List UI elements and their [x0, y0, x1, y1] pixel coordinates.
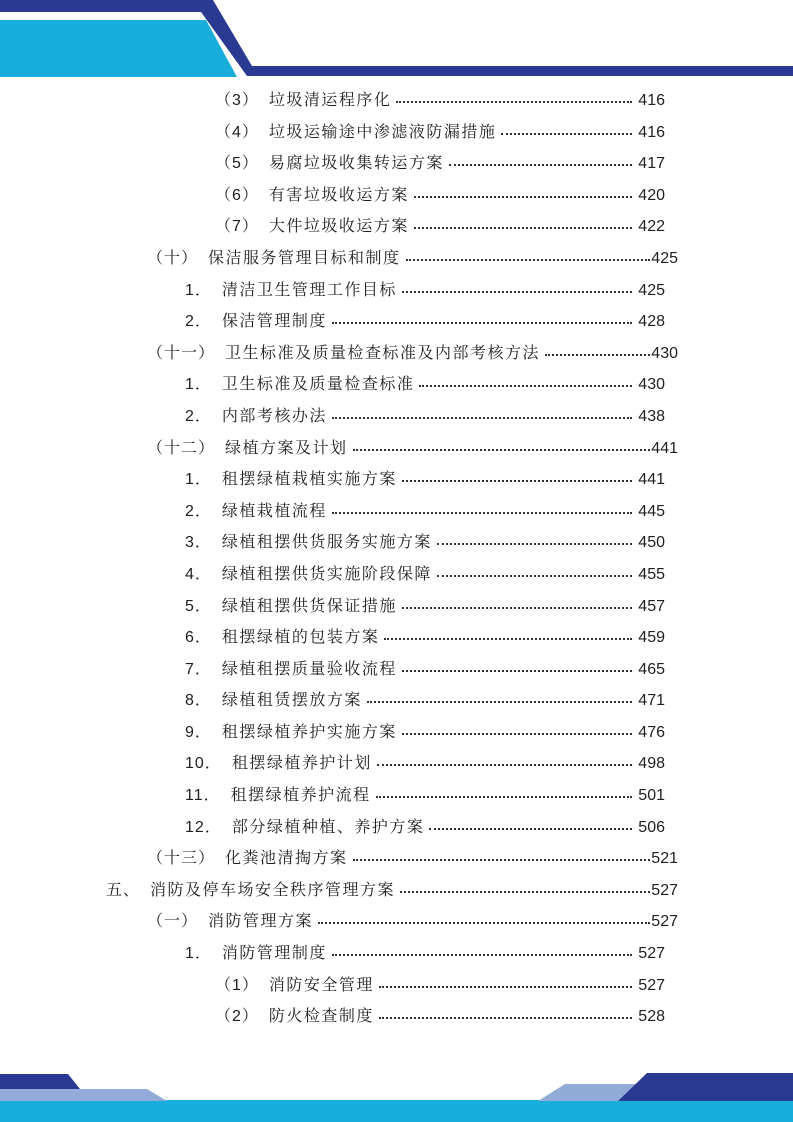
toc-entry-title: 消防管理方案: [208, 913, 314, 931]
toc-dotted-leader: [402, 607, 632, 609]
toc-entry-page-number: 521: [651, 850, 678, 868]
toc-entry-page-number: 501: [638, 787, 665, 805]
toc-entry-page-number: 476: [638, 723, 665, 741]
toc-dotted-leader: [545, 354, 650, 356]
footer-left-dark-shape: [0, 1074, 80, 1089]
toc-entry-label: 1．: [185, 945, 212, 963]
toc-entry-page-number: 422: [638, 218, 665, 236]
toc-entry-page-number: 527: [638, 945, 665, 963]
toc-entry: [0, 401, 678, 433]
toc-dotted-leader: [332, 954, 632, 956]
toc-entry: [0, 275, 678, 307]
toc-entry-title: 消防及停车场安全秩序管理方案: [150, 881, 396, 899]
toc-entry: [0, 180, 678, 212]
toc-entry: [0, 243, 678, 275]
toc-entry-title: 租摆绿植栽植实施方案: [221, 471, 397, 489]
footer-right-dark-shape: [618, 1073, 793, 1101]
toc-entry-page-number: 430: [651, 344, 678, 362]
toc-entry: [0, 843, 678, 875]
toc-entry-title: 租摆绿植的包装方案: [221, 629, 380, 647]
toc-entry-label: （4）: [215, 123, 259, 141]
toc-entry-page-number: 445: [638, 502, 665, 520]
toc-entry: [0, 117, 678, 149]
toc-dotted-leader: [437, 543, 632, 545]
toc-entry-title: 绿植租摆供货实施阶段保障: [221, 565, 432, 583]
toc-entry-page-number: 465: [638, 660, 665, 678]
table-of-contents: [0, 85, 678, 1033]
toc-entry-label: 2．: [185, 407, 212, 425]
toc-entry: [0, 622, 678, 654]
toc-entry-page-number: 425: [651, 249, 678, 267]
toc-entry-label: （3）: [215, 92, 259, 109]
toc-dotted-leader: [318, 922, 650, 924]
toc-entry-label: （十）: [147, 249, 199, 267]
toc-entry-page-number: 450: [638, 534, 665, 552]
toc-entry: [0, 938, 678, 970]
toc-entry: [0, 748, 678, 780]
toc-entry-title: 有害垃圾收运方案: [268, 186, 409, 204]
toc-entry-label: （十二）: [147, 439, 216, 457]
toc-entry: [0, 306, 678, 338]
toc-dotted-leader: [353, 449, 651, 451]
toc-dotted-leader: [429, 828, 632, 830]
toc-dotted-leader: [332, 417, 632, 419]
toc-entry-title: 卫生标准及质量检查标准及内部考核方法: [225, 344, 541, 362]
toc-dotted-leader: [501, 133, 632, 135]
toc-entry-page-number: 438: [638, 407, 665, 425]
toc-dotted-leader: [449, 164, 632, 166]
toc-entry-label: 2．: [185, 502, 212, 520]
footer-cyan-band-shape: [0, 1100, 793, 1122]
toc-entry-title: 绿植租摆供货保证措施: [221, 597, 397, 615]
toc-entry-label: （十三）: [147, 850, 216, 868]
toc-entry: [0, 654, 678, 686]
toc-entry: [0, 780, 678, 812]
toc-entry-page-number: 498: [638, 755, 665, 773]
toc-entry: [0, 85, 678, 117]
toc-entry-page-number: 441: [638, 471, 665, 489]
toc-entry: [0, 433, 678, 465]
toc-entry-title: 卫生标准及质量检查标准: [221, 376, 415, 394]
toc-entry-title: 部分绿植种植、养护方案: [231, 818, 425, 836]
toc-entry-title: 清洁卫生管理工作目标: [221, 281, 397, 299]
toc-entry-label: 12．: [185, 818, 222, 836]
toc-dotted-leader: [332, 512, 632, 514]
toc-entry: [0, 1001, 678, 1033]
toc-entry-title: 消防管理制度: [221, 945, 327, 963]
toc-dotted-leader: [396, 101, 632, 103]
toc-entry-page-number: 527: [651, 881, 678, 899]
toc-entry-page-number: 527: [638, 976, 665, 994]
toc-entry-page-number: 417: [638, 155, 665, 173]
toc-dotted-leader: [414, 227, 632, 229]
footer-decoration: [0, 1070, 793, 1122]
toc-entry-label: （一）: [147, 913, 199, 931]
toc-entry-title: 大件垃圾收运方案: [268, 218, 409, 236]
toc-entry-label: （6）: [215, 186, 259, 204]
toc-entry: [0, 369, 678, 401]
toc-entry-page-number: 420: [638, 186, 665, 204]
toc-entry-page-number: 416: [638, 123, 665, 141]
toc-dotted-leader: [402, 733, 632, 735]
toc-entry-title: 租摆绿植养护流程: [230, 787, 371, 805]
toc-entry-label: 4．: [185, 565, 212, 583]
toc-entry-page-number: 528: [638, 1008, 665, 1026]
toc-entry-title: 垃圾清运程序化: [268, 92, 392, 109]
toc-entry-page-number: 416: [638, 92, 665, 109]
toc-dotted-leader: [437, 575, 632, 577]
toc-entry-page-number: 428: [638, 313, 665, 331]
toc-dotted-leader: [379, 986, 632, 988]
toc-entry: [0, 148, 678, 180]
toc-entry-page-number: 471: [638, 692, 665, 710]
toc-entry-title: 绿植租摆质量验收流程: [221, 660, 397, 678]
toc-entry-title: 防火检查制度: [268, 1008, 374, 1026]
toc-dotted-leader: [400, 891, 650, 893]
toc-entry-page-number: 527: [651, 913, 678, 931]
toc-entry-title: 消防安全管理: [268, 976, 374, 994]
toc-entry: [0, 685, 678, 717]
toc-entry-title: 化粪池清掏方案: [225, 850, 348, 868]
toc-entry-title: 保洁服务管理目标和制度: [208, 249, 401, 267]
toc-dotted-leader: [402, 291, 632, 293]
toc-entry-label: （7）: [215, 218, 259, 236]
header-decoration: [0, 0, 793, 80]
toc-entry-label: 2．: [185, 313, 212, 331]
toc-entry-label: 1．: [185, 281, 212, 299]
toc-dotted-leader: [377, 764, 632, 766]
toc-entry-page-number: 457: [638, 597, 665, 615]
toc-entry-title: 租摆绿植养护实施方案: [221, 723, 397, 741]
toc-entry: [0, 559, 678, 591]
toc-entry-title: 绿植租赁摆放方案: [221, 692, 362, 710]
toc-entry: [0, 970, 678, 1002]
toc-entry-label: 1．: [185, 376, 212, 394]
toc-entry: [0, 211, 678, 243]
toc-dotted-leader: [414, 196, 632, 198]
toc-entry-page-number: 425: [638, 281, 665, 299]
toc-entry: [0, 338, 678, 370]
toc-entry-title: 租摆绿植养护计划: [231, 755, 372, 773]
toc-dotted-leader: [402, 480, 632, 482]
toc-dotted-leader: [406, 259, 651, 261]
toc-entry-page-number: 459: [638, 629, 665, 647]
toc-entry-title: 垃圾运输途中渗滤液防漏措施: [268, 123, 497, 141]
toc-entry-page-number: 441: [651, 439, 678, 457]
toc-dotted-leader: [376, 796, 633, 798]
toc-entry: [0, 906, 678, 938]
toc-dotted-leader: [419, 385, 632, 387]
toc-entry-label: （1）: [215, 976, 259, 994]
toc-entry-label: 3．: [185, 534, 212, 552]
toc-entry-title: 绿植栽植流程: [221, 502, 327, 520]
toc-entry-label: 9．: [185, 723, 212, 741]
toc-entry: [0, 527, 678, 559]
header-cyan-band-shape: [0, 20, 237, 77]
toc-entry-title: 易腐垃圾收集转运方案: [268, 155, 444, 173]
toc-entry-label: （2）: [215, 1008, 259, 1026]
toc-entry-title: 保洁管理制度: [221, 313, 327, 331]
toc-entry-label: 10．: [185, 755, 222, 773]
toc-dotted-leader: [332, 322, 632, 324]
toc-entry-label: （十一）: [147, 344, 216, 362]
toc-entry-label: 五、: [106, 881, 141, 899]
toc-entry-label: 7．: [185, 660, 212, 678]
toc-entry-label: 8．: [185, 692, 212, 710]
toc-entry: [0, 496, 678, 528]
toc-entry-title: 内部考核办法: [221, 407, 327, 425]
toc-entry-label: 6．: [185, 629, 212, 647]
toc-entry: [0, 591, 678, 623]
toc-dotted-leader: [379, 1017, 632, 1019]
toc-dotted-leader: [384, 638, 632, 640]
toc-entry-label: 11．: [185, 787, 221, 805]
toc-entry-title: 绿植租摆供货服务实施方案: [221, 534, 432, 552]
toc-entry-label: 5．: [185, 597, 212, 615]
toc-entry-page-number: 430: [638, 376, 665, 394]
toc-entry-label: （5）: [215, 155, 259, 173]
toc-dotted-leader: [353, 859, 651, 861]
toc-entry: [0, 717, 678, 749]
toc-dotted-leader: [402, 670, 632, 672]
toc-dotted-leader: [367, 701, 632, 703]
toc-entry-title: 绿植方案及计划: [225, 439, 348, 457]
toc-entry-label: 1．: [185, 471, 212, 489]
toc-entry-page-number: 455: [638, 565, 665, 583]
toc-entry-page-number: 506: [638, 818, 665, 836]
toc-entry: [0, 464, 678, 496]
toc-entry: [0, 812, 678, 844]
toc-entry: [0, 875, 678, 907]
footer-left-periwinkle-shape: [0, 1089, 167, 1101]
